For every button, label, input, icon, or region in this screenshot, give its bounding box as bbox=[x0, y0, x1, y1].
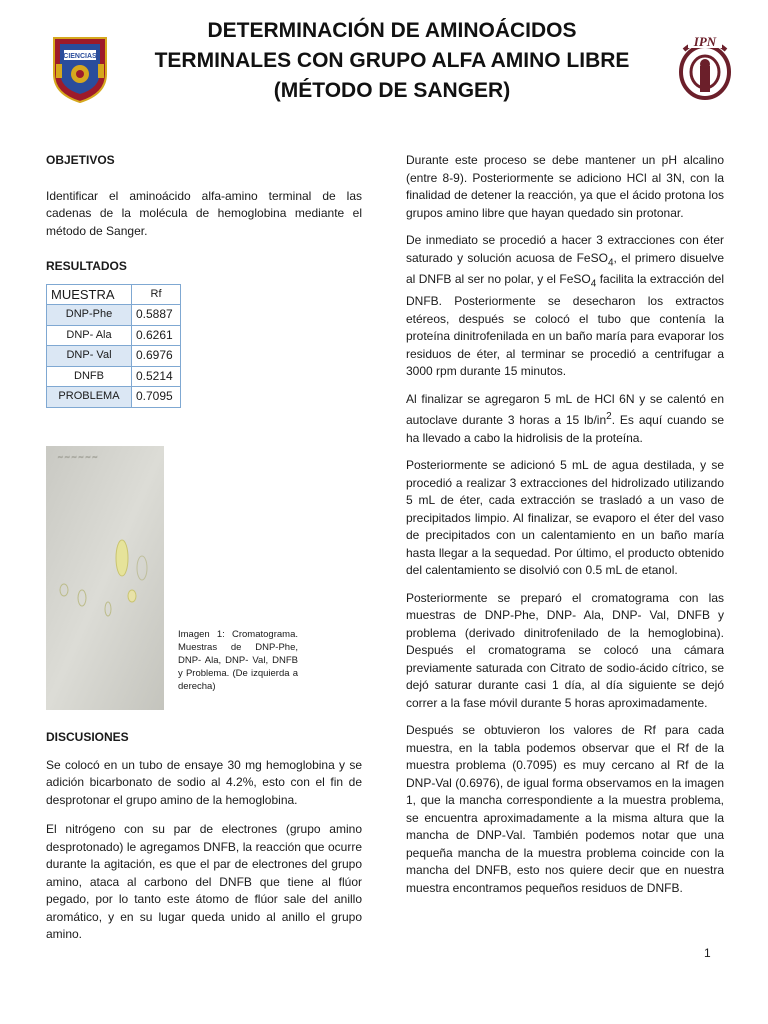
discusiones-heading: DISCUSIONES bbox=[46, 730, 129, 744]
paragraph-text: De inmediato se procedió a hacer 3 extracciones con éter saturado y solución acuosa de FeSO bbox=[406, 233, 724, 265]
chromatogram-photo bbox=[46, 446, 164, 710]
table-cell-sample: DNP- Ala bbox=[47, 325, 132, 346]
school-crest-icon bbox=[50, 34, 110, 104]
table-cell-sample: PROBLEMA bbox=[47, 387, 132, 408]
ipn-emblem-icon bbox=[676, 28, 734, 102]
body-paragraph: Durante este proceso se debe mantener un pH alcalino (entre 8-9). Posteriormente se adiciono HCl al 3N, con la finalidad de detener la reacción, ya que el ácido protona los grupos amino libre que hayan quedado sin protonar. bbox=[406, 153, 724, 220]
objetivos-text: Identificar el aminoácido alfa-amino terminal de las cadenas de la molécula de hemoglobina mediante el método de Sanger. bbox=[46, 188, 362, 238]
table-cell-sample: DNP-Phe bbox=[47, 305, 132, 326]
left-column bbox=[46, 152, 362, 408]
page-number: 1 bbox=[704, 946, 711, 960]
superscript: 2 bbox=[606, 411, 612, 423]
table-cell-sample: DNP- Val bbox=[47, 346, 132, 367]
paragraph-text: , el primero disuelve al DNFB al ser no polar, y el FeSO bbox=[406, 250, 724, 287]
table-cell-rf: 0.7095 bbox=[132, 387, 181, 408]
body-paragraph: Posteriormente se adicionó 5 mL de agua destilada, y se procedió a realizar 3 extracciones del hidrolizado utilizando 5 mL de éter, cada extracción se trasladó a un vaso de precipitados limpio. Al finalizar, se evaporo el éter del vaso de precipitados con un calentamiento en un baño maría hasta llegar a la sequedad. Por último, el producto obtenido del calentamiento se disolvió con 0.5 mL de etanol. bbox=[406, 458, 724, 578]
table-row bbox=[47, 325, 181, 346]
table-header-muestra: MUESTRA bbox=[47, 284, 132, 305]
paragraph-text: . Es aquí cuando se ha llevado a cabo la hidrolisis de la proteína. bbox=[406, 413, 724, 445]
school-crest-label: CIENCIAS bbox=[63, 53, 97, 60]
body-paragraph bbox=[406, 232, 724, 381]
ipn-emblem-label: IPN bbox=[693, 34, 717, 49]
body-paragraph: Después se obtuvieron los valores de Rf para cada muestra, en la tabla podemos observar que el Rf de la muestra problema (0.7095) es muy cercano al Rf de la DNP-Val (0.6976), de igual forma observamos en la imagen 1, que la mancha correspondiente a la muestra problema, se encuentra aproximadamente a la misma altura que la mancha de DNP-Val. También podemos notar que una pequeña mancha de la muestra problema coincide con la mancha del DNFB, esto nos quiere decir que en nuestra muestra encontramos pequeños residuos de DNFB. bbox=[406, 723, 724, 895]
figure-caption: Imagen 1: Cromatograma. Muestras de DNP-Phe, DNP- Ala, DNP- Val, DNFB y Problema. (De izquierda a derecha) bbox=[178, 629, 298, 692]
resultados-heading: RESULTADOS bbox=[46, 259, 127, 273]
table-row bbox=[47, 366, 181, 387]
table-cell-rf: 0.6976 bbox=[132, 346, 181, 367]
right-column bbox=[406, 152, 724, 897]
body-paragraph bbox=[406, 391, 724, 448]
discusiones-section bbox=[46, 729, 362, 944]
paragraph-text: facilita la extracción del DNFB. Posteriormente se desecharon los extractos etéreos, después se colocó el tubo que contenía la proteína dinitrofenilada en un baño maría para evaporar los residuos de éter, al terminar se procedió a centrifugar a 3000 rpm durante 15 minutos. bbox=[406, 272, 724, 379]
table-row bbox=[47, 346, 181, 367]
table-cell-sample: DNFB bbox=[47, 366, 132, 387]
discusiones-paragraph: Se colocó en un tubo de ensaye 30 mg hemoglobina y se adición bicarbonato de sodio al 4.2%, esto con el fin de desprotonar el grupo amino de la hemoglobina. bbox=[46, 757, 362, 807]
table-header-row bbox=[47, 284, 181, 305]
table-cell-rf: 0.6261 bbox=[132, 325, 181, 346]
table-row bbox=[47, 387, 181, 408]
results-table bbox=[46, 284, 181, 408]
subscript: 4 bbox=[590, 278, 597, 290]
paragraph-text: Al finalizar se agregaron 5 mL de HCl 6N y se calentó en autoclave durante 3 horas a 15 lb/in bbox=[406, 391, 724, 428]
body-paragraph: Posteriormente se preparó el cromatograma con las muestras de DNP-Phe, DNP- Ala, DNP- Val, DNFB y problema (derivado dinitrofenilado de la hemoglobina). Después el cromatograma se colocó una cámara previamente saturada con Citrato de sodio-ácido cítrico, se dejó saturar durante casi 1 día, al día siguiente se dejó correr a la fase móvil durante 5 horas aproximadamente. bbox=[406, 590, 724, 710]
table-header-rf: Rf bbox=[132, 284, 181, 305]
table-cell-rf: 0.5214 bbox=[132, 366, 181, 387]
table-row bbox=[47, 305, 181, 326]
title-line: TERMINALES CON GRUPO ALFA AMINO LIBRE bbox=[154, 49, 630, 72]
title-line: DETERMINACIÓN DE AMINOÁCIDOS bbox=[207, 19, 577, 42]
discusiones-paragraph: El nitrógeno con su par de electrones (grupo amino desprotonado) le agregamos DNFB, la reacción que ocurre durante la agitación, es que el par de electrones del grupo amino, ataca al carbono del DNFB que tiene al flúor pegado, por lo tanto este átomo de flúor sale del anillo aromático, y en su lugar queda unido al anillo el grupo amino. bbox=[46, 822, 362, 941]
table-cell-rf: 0.5887 bbox=[132, 305, 181, 326]
page-title bbox=[118, 16, 666, 106]
svg-text:~ ~ ~ ~ ~ ~: ~ ~ ~ ~ ~ ~ bbox=[58, 453, 98, 462]
objetivos-heading: OBJETIVOS bbox=[46, 153, 115, 167]
title-line: (MÉTODO DE SANGER) bbox=[273, 79, 511, 102]
subscript: 4 bbox=[607, 256, 614, 268]
